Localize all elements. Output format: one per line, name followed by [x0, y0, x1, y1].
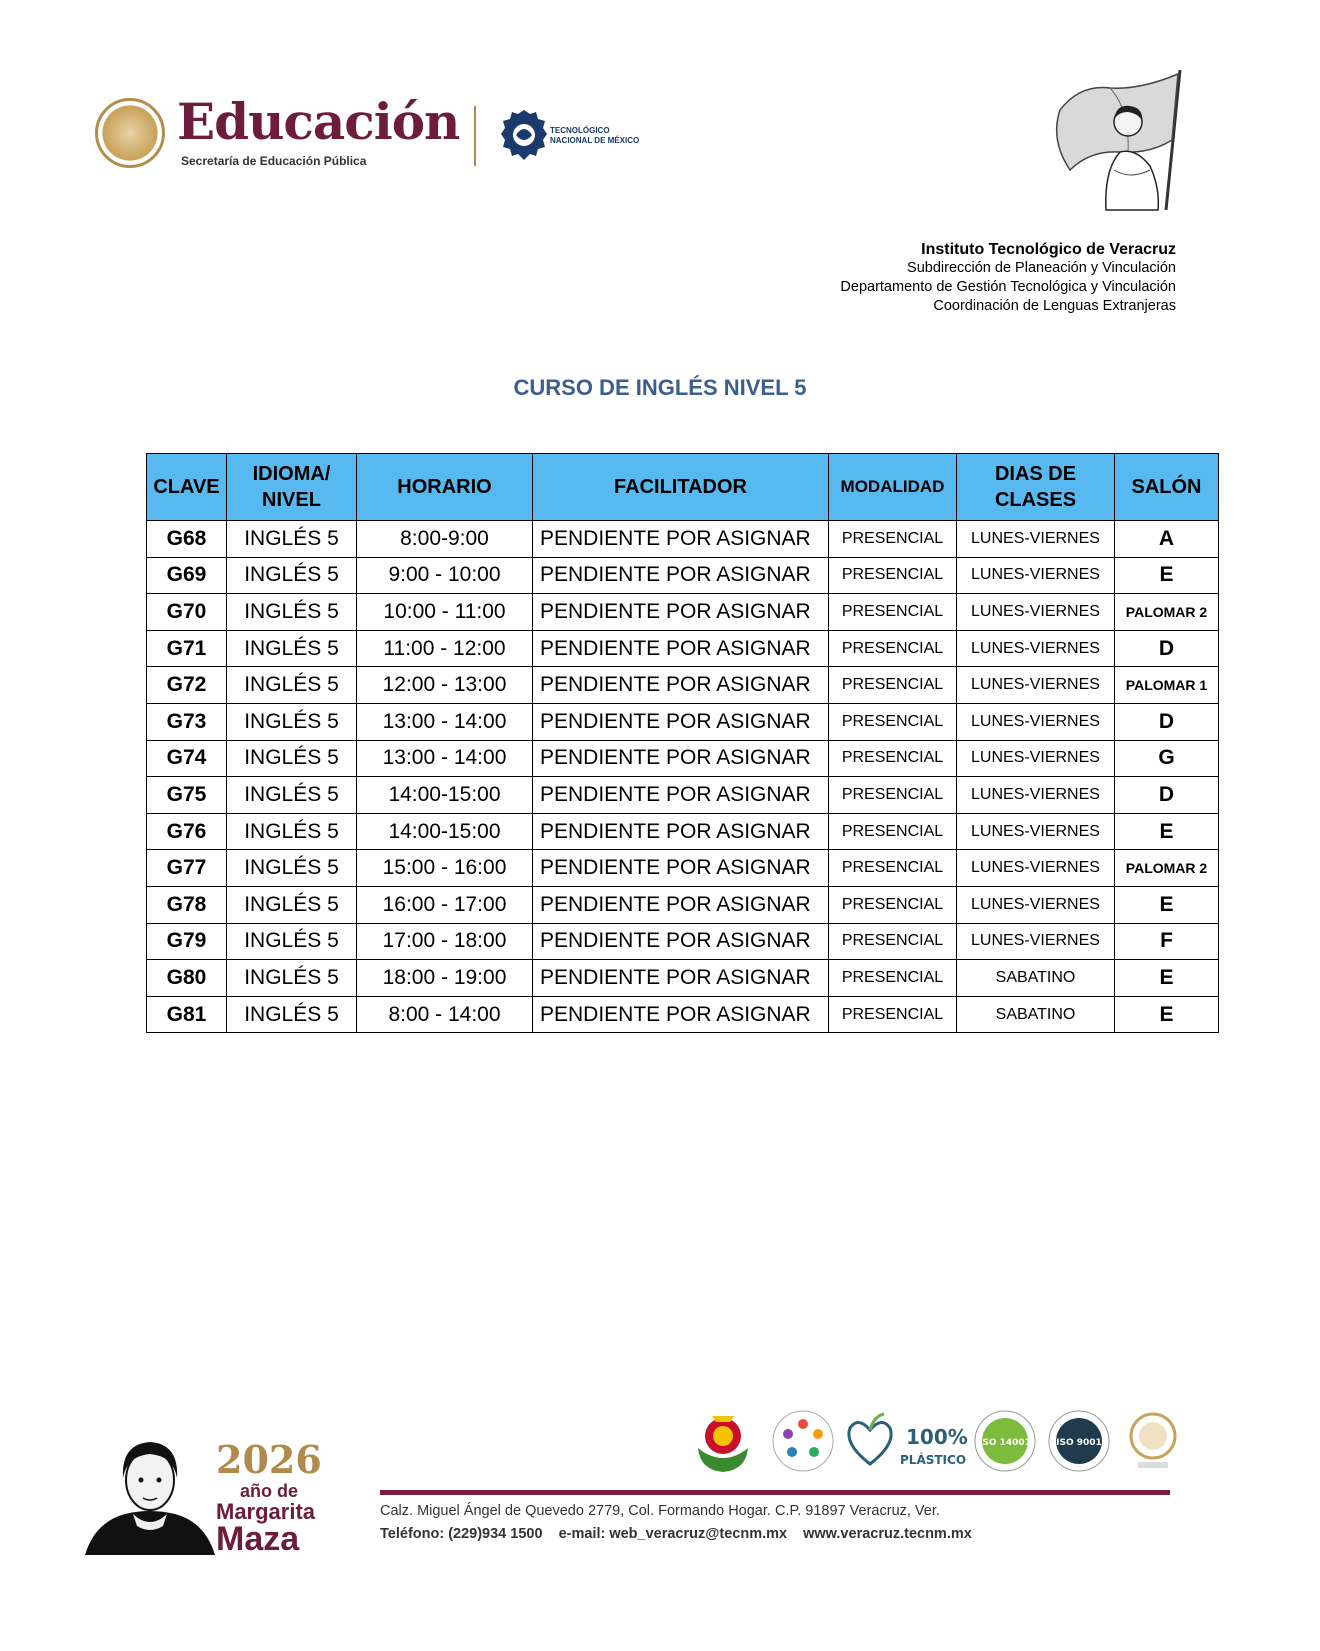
cell-modalidad: PRESENCIAL [829, 594, 957, 631]
cell-salon: D [1115, 777, 1219, 814]
cell-horario: 16:00 - 17:00 [357, 886, 533, 923]
cell-clave: G77 [147, 850, 227, 887]
cell-dias: LUNES-VIERNES [957, 594, 1115, 631]
cell-modalidad: PRESENCIAL [829, 630, 957, 667]
footer-contact [380, 1523, 984, 1545]
plastic-free-badge [840, 1408, 968, 1474]
cell-clave: G68 [147, 521, 227, 558]
cell-idioma: INGLÉS 5 [227, 813, 357, 850]
table-row [147, 813, 1219, 850]
cell-horario: 14:00-15:00 [357, 777, 533, 814]
cell-horario: 8:00-9:00 [357, 521, 533, 558]
cell-facilitador: PENDIENTE POR ASIGNAR [533, 850, 829, 887]
cell-modalidad: PRESENCIAL [829, 850, 957, 887]
institution-name: Instituto Tecnológico de Veracruz [921, 241, 1176, 258]
table-row [147, 630, 1219, 667]
cell-facilitador: PENDIENTE POR ASIGNAR [533, 667, 829, 704]
header-dias-line2: CLASES [994, 489, 1077, 511]
cell-horario: 18:00 - 19:00 [357, 960, 533, 997]
cell-salon: A [1115, 521, 1219, 558]
certification-badges [690, 1408, 1190, 1480]
cell-modalidad: PRESENCIAL [829, 996, 957, 1033]
cell-salon: E [1115, 557, 1219, 594]
cell-facilitador: PENDIENTE POR ASIGNAR [533, 557, 829, 594]
labor-equality-seal-icon [770, 1408, 836, 1474]
logo-divider [474, 106, 476, 166]
cell-facilitador: PENDIENTE POR ASIGNAR [533, 813, 829, 850]
cell-modalidad: PRESENCIAL [829, 923, 957, 960]
education-wordmark: Educación [177, 92, 460, 151]
cell-salon: E [1115, 886, 1219, 923]
cell-idioma: INGLÉS 5 [227, 667, 357, 704]
cell-dias: SABATINO [957, 996, 1115, 1033]
cell-horario: 8:00 - 14:00 [357, 996, 533, 1033]
tecnm-logo [500, 108, 650, 168]
cell-clave: G78 [147, 886, 227, 923]
cell-idioma: INGLÉS 5 [227, 703, 357, 740]
education-subtitle: Secretaría de Educación Pública [181, 154, 367, 168]
document-title: CURSO DE INGLÉS NIVEL 5 [513, 375, 807, 400]
tecnm-line1: TECNOLÓGICO [550, 126, 610, 135]
cell-dias: LUNES-VIERNES [957, 740, 1115, 777]
cell-modalidad: PRESENCIAL [829, 740, 957, 777]
itv-shield-icon [690, 1408, 756, 1474]
iso9001-badge [1046, 1408, 1112, 1474]
cell-horario: 17:00 - 18:00 [357, 923, 533, 960]
cell-salon: G [1115, 740, 1219, 777]
cell-clave: G81 [147, 996, 227, 1033]
cell-clave: G79 [147, 923, 227, 960]
table-row [147, 886, 1219, 923]
cell-salon: D [1115, 703, 1219, 740]
cell-idioma: INGLÉS 5 [227, 960, 357, 997]
cell-horario: 11:00 - 12:00 [357, 630, 533, 667]
table-row [147, 923, 1219, 960]
footer-phone: Teléfono: (229)934 1500 [380, 1526, 543, 1542]
table-row [147, 594, 1219, 631]
institution-line1: Subdirección de Planeación y Vinculación [907, 260, 1176, 276]
header-dias [957, 454, 1115, 521]
cell-salon: E [1115, 996, 1219, 1033]
header-horario: HORARIO [357, 454, 533, 521]
footer-email[interactable]: e-mail: web_veracruz@tecnm.mx [558, 1526, 788, 1542]
cell-clave: G75 [147, 777, 227, 814]
cell-horario: 13:00 - 14:00 [357, 703, 533, 740]
table-row [147, 557, 1219, 594]
header-modalidad: MODALIDAD [829, 454, 957, 521]
cell-idioma: INGLÉS 5 [227, 886, 357, 923]
cell-modalidad: PRESENCIAL [829, 521, 957, 558]
cell-modalidad: PRESENCIAL [829, 813, 957, 850]
cell-clave: G72 [147, 667, 227, 704]
national-seal-icon [95, 98, 165, 168]
cell-modalidad: PRESENCIAL [829, 667, 957, 704]
cell-clave: G73 [147, 703, 227, 740]
iso14001-text: ISO 14001 [979, 1438, 1031, 1448]
cell-dias: LUNES-VIERNES [957, 521, 1115, 558]
cell-horario: 12:00 - 13:00 [357, 667, 533, 704]
cell-horario: 13:00 - 14:00 [357, 740, 533, 777]
table-row [147, 703, 1219, 740]
cell-salon: PALOMAR 2 [1115, 850, 1219, 887]
cell-facilitador: PENDIENTE POR ASIGNAR [533, 996, 829, 1033]
cell-idioma: INGLÉS 5 [227, 594, 357, 631]
table-row [147, 996, 1219, 1033]
cell-idioma: INGLÉS 5 [227, 923, 357, 960]
tecnm-gear-icon [500, 108, 548, 164]
maza-name-last: Maza [216, 1520, 300, 1558]
cell-clave: G76 [147, 813, 227, 850]
cell-modalidad: PRESENCIAL [829, 777, 957, 814]
cell-dias: LUNES-VIERNES [957, 923, 1115, 960]
table-row [147, 777, 1219, 814]
cell-horario: 10:00 - 11:00 [357, 594, 533, 631]
cell-salon: PALOMAR 1 [1115, 667, 1219, 704]
header-facilitador: FACILITADOR [533, 454, 829, 521]
cell-dias: LUNES-VIERNES [957, 557, 1115, 594]
cell-salon: F [1115, 923, 1219, 960]
cell-modalidad: PRESENCIAL [829, 960, 957, 997]
table-row [147, 850, 1219, 887]
cell-modalidad: PRESENCIAL [829, 886, 957, 923]
cell-facilitador: PENDIENTE POR ASIGNAR [533, 630, 829, 667]
heroine-flag-illustration [1050, 70, 1190, 212]
cell-facilitador: PENDIENTE POR ASIGNAR [533, 740, 829, 777]
cell-idioma: INGLÉS 5 [227, 630, 357, 667]
header-salon: SALÓN [1115, 454, 1219, 521]
cell-salon: PALOMAR 2 [1115, 594, 1219, 631]
cell-dias: LUNES-VIERNES [957, 630, 1115, 667]
cell-dias: LUNES-VIERNES [957, 850, 1115, 887]
institution-line3: Coordinación de Lenguas Extranjeras [933, 298, 1176, 314]
institution-line2: Departamento de Gestión Tecnológica y Vinculación [840, 279, 1176, 295]
cell-modalidad: PRESENCIAL [829, 703, 957, 740]
cell-idioma: INGLÉS 5 [227, 740, 357, 777]
maza-year: 2026 [216, 1437, 322, 1482]
header-idioma-line2: NIVEL [262, 489, 321, 511]
cell-modalidad: PRESENCIAL [829, 557, 957, 594]
cell-idioma: INGLÉS 5 [227, 996, 357, 1033]
header-idioma-line1: IDIOMA/ [252, 463, 331, 485]
header-clave: CLAVE [147, 454, 227, 521]
cell-dias: LUNES-VIERNES [957, 703, 1115, 740]
footer-divider [380, 1490, 1170, 1495]
table-row [147, 521, 1219, 558]
maza-anio-de: año de [240, 1481, 299, 1501]
institution-block [840, 240, 1176, 316]
cell-dias: LUNES-VIERNES [957, 667, 1115, 704]
tecnm-line2: NACIONAL DE MÉXICO [550, 136, 640, 145]
cell-facilitador: PENDIENTE POR ASIGNAR [533, 777, 829, 814]
footer-website[interactable]: www.veracruz.tecnm.mx [803, 1526, 972, 1542]
table-header-row [147, 454, 1219, 521]
cell-clave: G80 [147, 960, 227, 997]
schedule-table [146, 453, 1219, 1033]
cell-dias: SABATINO [957, 960, 1115, 997]
cell-idioma: INGLÉS 5 [227, 557, 357, 594]
plastic-percent: 100% [906, 1425, 968, 1449]
cell-facilitador: PENDIENTE POR ASIGNAR [533, 923, 829, 960]
cell-salon: D [1115, 630, 1219, 667]
cell-dias: LUNES-VIERNES [957, 886, 1115, 923]
cell-facilitador: PENDIENTE POR ASIGNAR [533, 960, 829, 997]
cell-facilitador: PENDIENTE POR ASIGNAR [533, 886, 829, 923]
header-idioma [227, 454, 357, 521]
sep-logo [95, 92, 460, 173]
iso14001-badge [972, 1408, 1038, 1474]
margarita-maza-portrait [85, 1430, 215, 1555]
cell-horario: 9:00 - 10:00 [357, 557, 533, 594]
maza-name-first: Margarita [216, 1499, 316, 1524]
plastic-word: PLÁSTICO [900, 1453, 967, 1467]
cell-clave: G71 [147, 630, 227, 667]
cell-salon: E [1115, 813, 1219, 850]
table-row [147, 960, 1219, 997]
cell-facilitador: PENDIENTE POR ASIGNAR [533, 521, 829, 558]
cell-dias: LUNES-VIERNES [957, 777, 1115, 814]
schedule-body [147, 521, 1219, 1033]
cell-idioma: INGLÉS 5 [227, 521, 357, 558]
cell-salon: E [1115, 960, 1219, 997]
table-row [147, 667, 1219, 704]
table-row [147, 740, 1219, 777]
cell-idioma: INGLÉS 5 [227, 777, 357, 814]
quality-seal-icon [1120, 1408, 1186, 1474]
cell-horario: 14:00-15:00 [357, 813, 533, 850]
cell-dias: LUNES-VIERNES [957, 813, 1115, 850]
cell-clave: G69 [147, 557, 227, 594]
header-dias-line1: DIAS DE [994, 463, 1077, 485]
cell-facilitador: PENDIENTE POR ASIGNAR [533, 594, 829, 631]
cell-horario: 15:00 - 16:00 [357, 850, 533, 887]
cell-clave: G74 [147, 740, 227, 777]
iso9001-text: ISO 9001 [1056, 1438, 1102, 1448]
cell-facilitador: PENDIENTE POR ASIGNAR [533, 703, 829, 740]
cell-idioma: INGLÉS 5 [227, 850, 357, 887]
cell-clave: G70 [147, 594, 227, 631]
footer-address: Calz. Miguel Ángel de Quevedo 2779, Col. Formando Hogar. C.P. 91897 Veracruz, Ver. [380, 1503, 940, 1519]
